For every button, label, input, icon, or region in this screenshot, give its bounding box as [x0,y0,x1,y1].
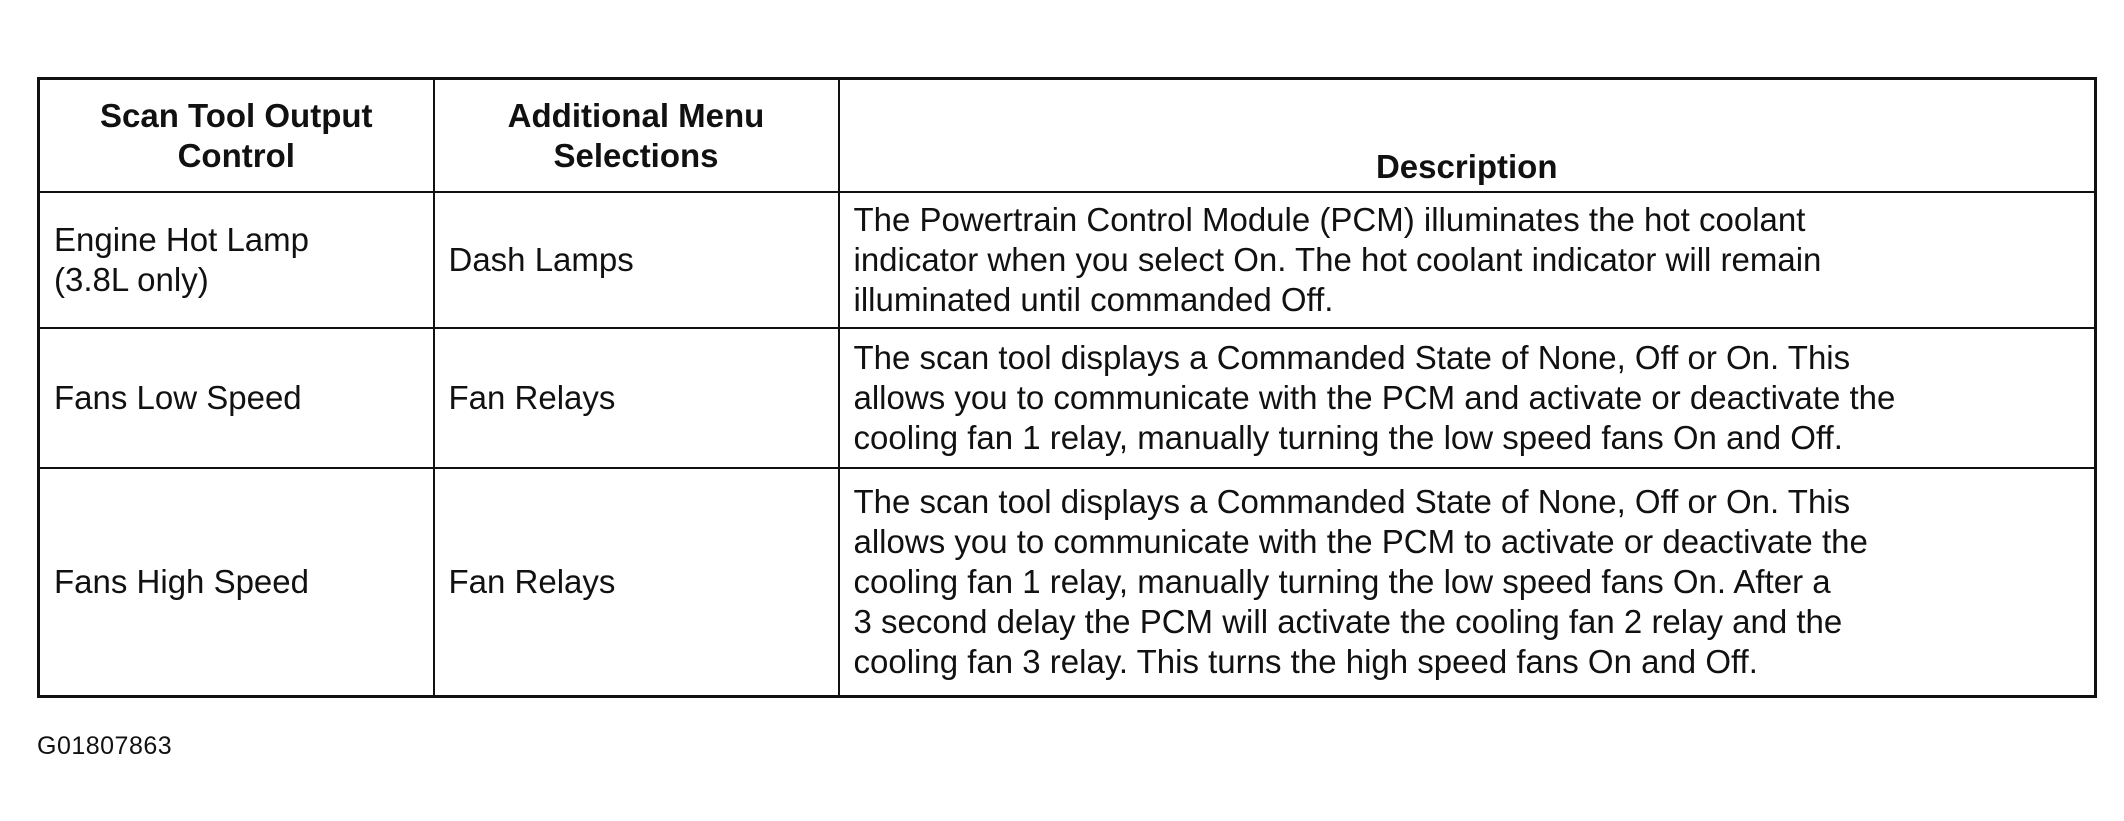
header-label: Description [1375,148,1558,185]
cell-control [39,468,434,697]
cell-control [39,192,434,328]
cell-text: Dash Lamps [448,241,634,278]
cell-menu [434,328,839,468]
scan-tool-output-control-table [37,77,2097,698]
cell-description [839,192,2096,328]
cell-text: The scan tool displays a Commanded State of None, Off or On. This allows you to communicate with the PCM to activate or deactivate the cooling fan 1 relay, manually turning the low speed fans On. After a 3 second delay the PCM will activate the cooling fan 2 relay and the cooling fan 3 relay. This turns the high speed fans On and Off. [853,483,1868,680]
cell-text: Fan Relays [448,379,616,416]
header-scan-tool-output-control [39,79,434,193]
table-header-row [39,79,2096,193]
header-description [839,79,2096,193]
cell-menu [434,468,839,697]
header-additional-menu-selections [434,79,839,193]
cell-text: Fans High Speed [54,563,309,600]
figure-id: G01807863 [37,732,173,760]
cell-text: Engine Hot Lamp (3.8L only) [54,221,309,298]
header-label: Additional Menu Selections [507,96,765,174]
cell-description [839,468,2096,697]
cell-text: The scan tool displays a Commanded State of None, Off or On. This allows you to communicate with the PCM and activate or deactivate the cooling fan 1 relay, manually turning the low speed fans On and Off. [853,339,1896,456]
table-row [39,468,2096,697]
cell-text: Fan Relays [448,563,616,600]
cell-text: The Powertrain Control Module (PCM) illuminates the hot coolant indicator when you select On. The hot coolant indicator will remain illuminated until commanded Off. [853,201,1822,318]
cell-menu [434,192,839,328]
table-row [39,192,2096,328]
table-row [39,328,2096,468]
header-label: Scan Tool Output Control [99,96,373,174]
cell-description [839,328,2096,468]
cell-text: Fans Low Speed [54,379,302,416]
cell-control [39,328,434,468]
